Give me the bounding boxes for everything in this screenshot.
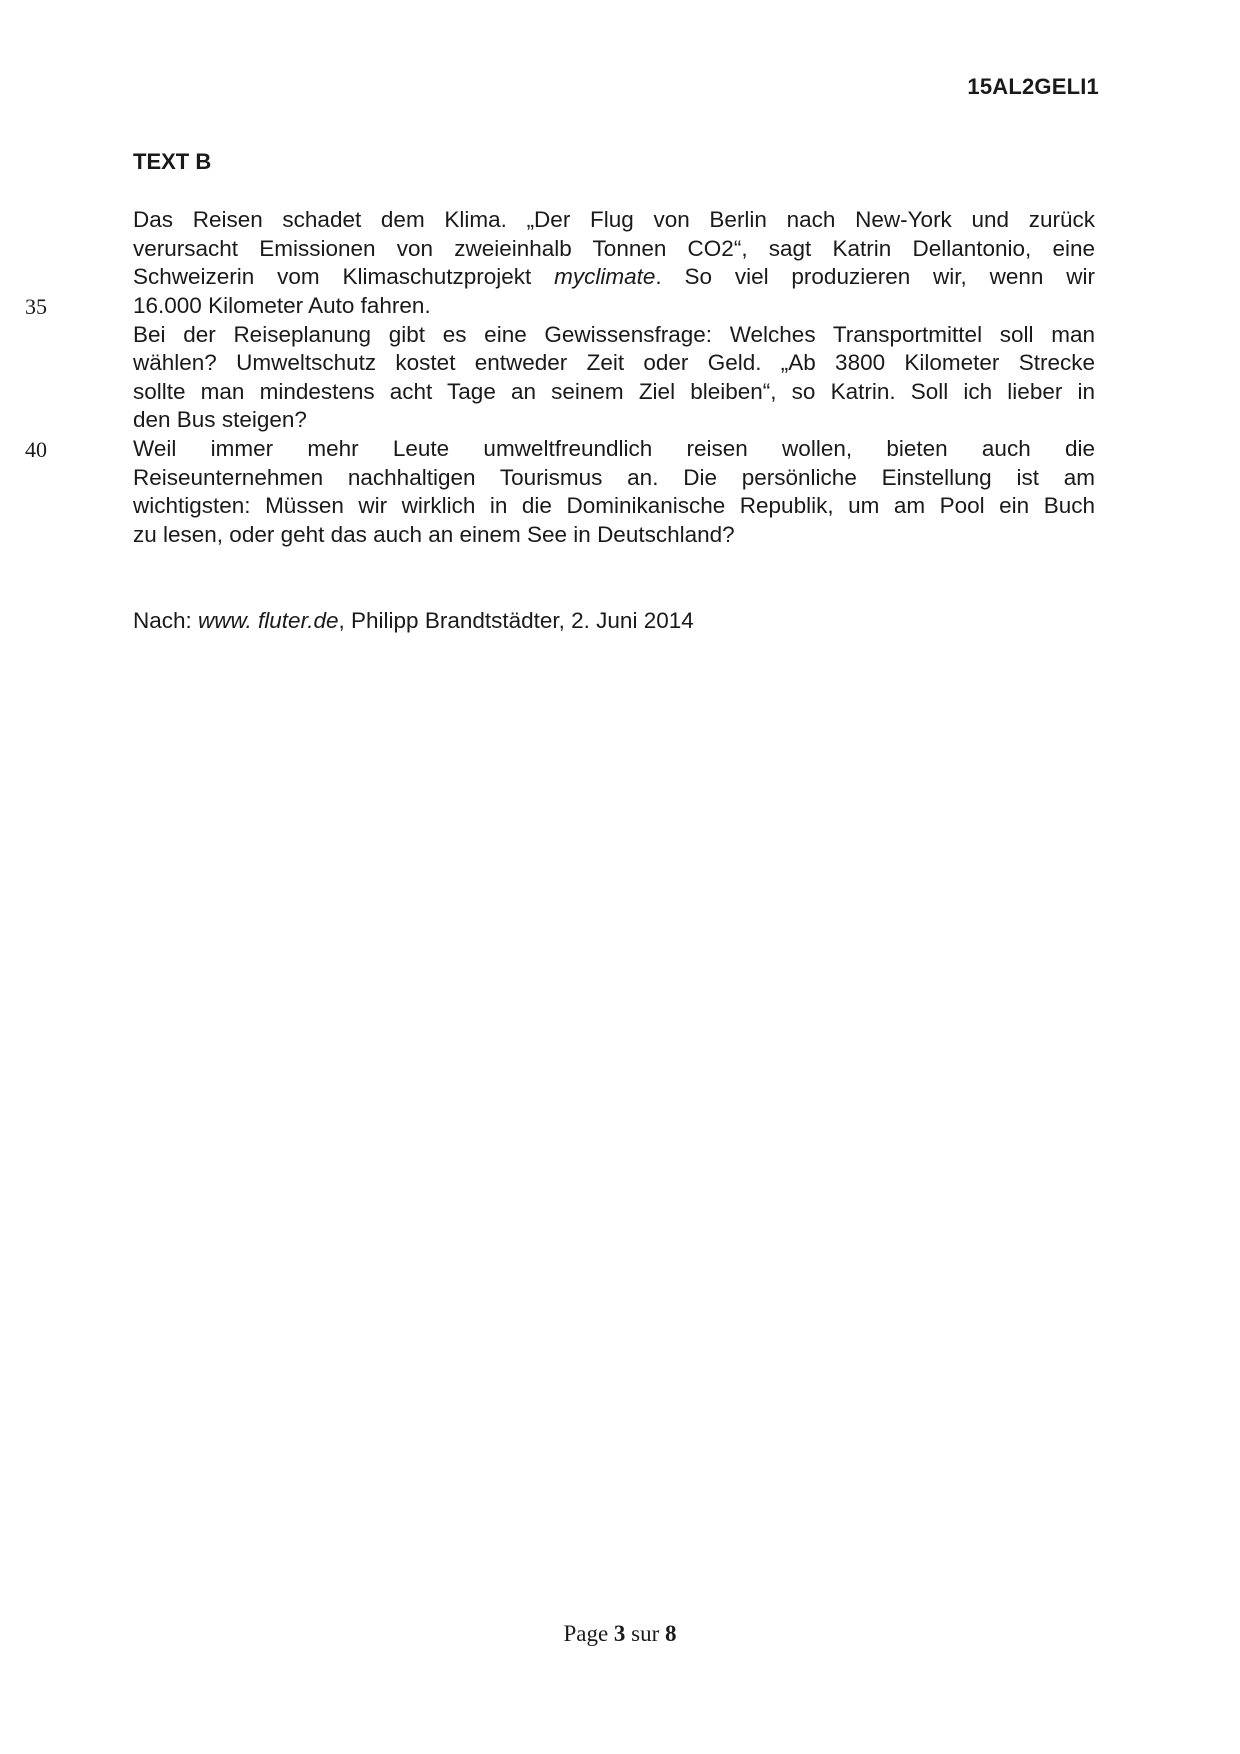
body-line [133, 263, 1095, 292]
body-line: Weil immer mehr Leute umweltfreundlich reisen wollen, bieten auch die [133, 436, 1095, 461]
source-author-date: , Philipp Brandtstädter, 2. Juni 2014 [338, 608, 694, 633]
section-title: TEXT B [133, 149, 212, 174]
project-name-italic: myclimate [554, 264, 656, 289]
body-line: Reiseunternehmen nachhaltigen Tourismus an. Die persönliche Einstellung ist am [133, 465, 1095, 490]
body-line: Bei der Reiseplanung gibt es eine Gewissensfrage: Welches Transportmittel soll man [133, 322, 1095, 347]
body-line: den Bus steigen? [133, 407, 307, 432]
body-line-segment: . So viel produzieren wir, wenn wir [655, 264, 1095, 289]
body-line: wählen? Umweltschutz kostet entweder Zeit oder Geld. „Ab 3800 Kilometer Strecke [133, 350, 1095, 375]
body-line: 16.000 Kilometer Auto fahren. [133, 293, 431, 318]
line-number: 40 [25, 437, 47, 462]
body-line: wichtigsten: Müssen wir wirklich in die Dominikanische Republik, um am Pool ein Buch [133, 493, 1095, 518]
source-website: www. fluter.de [198, 608, 339, 633]
body-line: sollte man mindestens acht Tage an seinem Ziel bleiben“, so Katrin. Soll ich lieber in [133, 379, 1095, 404]
page-footer [0, 1621, 1240, 1647]
body-line: Das Reisen schadet dem Klima. „Der Flug von Berlin nach New-York und zurück [133, 207, 1095, 232]
document-code: 15AL2GELI1 [967, 74, 1099, 99]
footer-of-word: sur [631, 1621, 660, 1646]
source-prefix: Nach: [133, 608, 199, 633]
body-line: verursacht Emissionen von zweieinhalb Tonnen CO2“, sagt Katrin Dellantonio, eine [133, 236, 1095, 261]
footer-page-word: Page [563, 1621, 609, 1646]
body-line-segment: Schweizerin vom Klimaschutzprojekt [133, 264, 555, 289]
footer-page-total: 8 [665, 1621, 677, 1646]
body-line: zu lesen, oder geht das auch an einem See in Deutschland? [133, 522, 735, 547]
line-number: 35 [25, 294, 47, 319]
source-citation [133, 608, 694, 634]
footer-page-number: 3 [613, 1621, 626, 1646]
